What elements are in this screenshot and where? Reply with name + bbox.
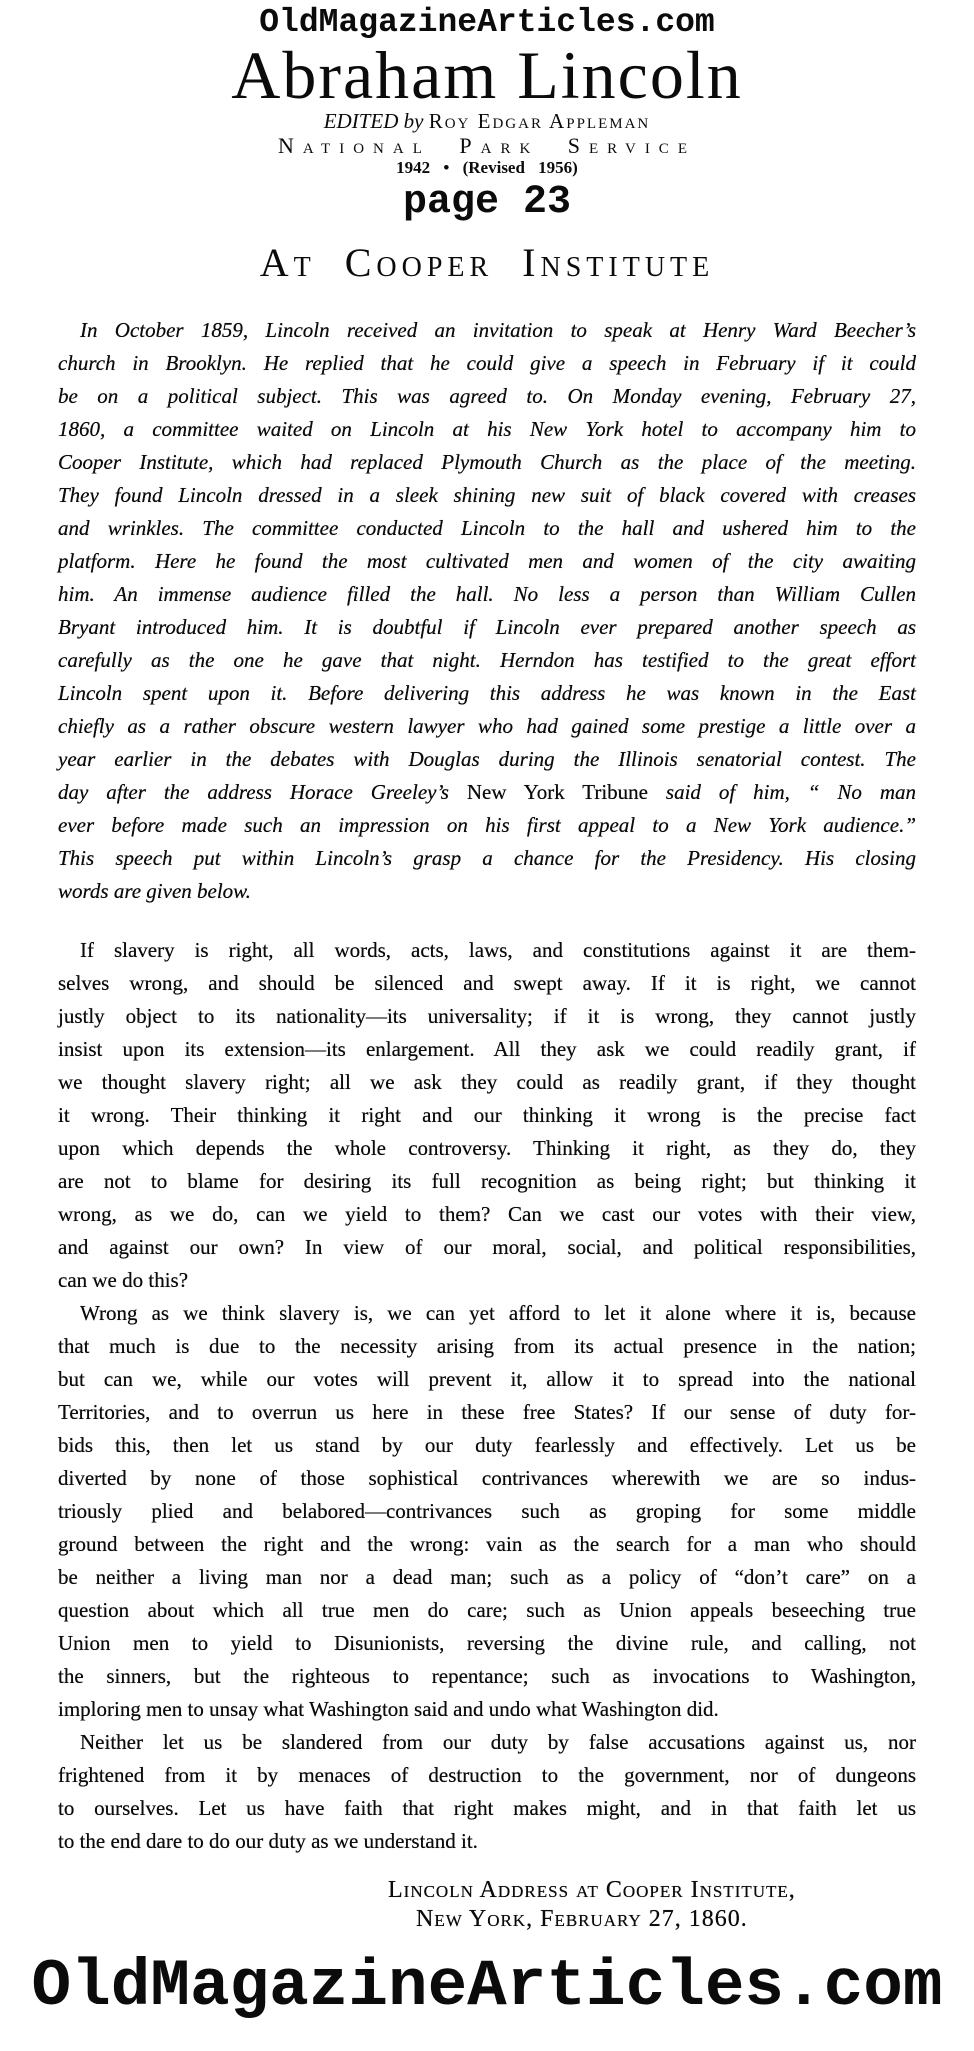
text-line: upon which depends the whole controversy. Thinking it right, as they do, they bbox=[58, 1136, 916, 1160]
text-line bbox=[58, 479, 916, 512]
agency-line: National Park Service bbox=[278, 133, 696, 158]
text-line: frightened from it by menaces of destruction to the government, nor of dungeons bbox=[58, 1763, 916, 1787]
text-line: it wrong. Their thinking it right and our thinking it wrong is the precise fact bbox=[58, 1103, 916, 1127]
text-line bbox=[58, 545, 916, 578]
italic-text-segment: words are given below. bbox=[58, 879, 251, 903]
article-title: At Cooper Institute bbox=[259, 240, 715, 285]
text-line bbox=[58, 380, 916, 413]
text-line bbox=[58, 809, 916, 842]
text-line: selves wrong, and should be silenced and swept away. If it is right, we cannot bbox=[58, 971, 916, 995]
italic-text-segment: chiefly as a rather obscure western lawyer who had gained some prestige a little over a bbox=[58, 714, 916, 738]
text-line: insist upon its extension—its enlargement. All they ask we could readily grant, if bbox=[58, 1037, 916, 1061]
text-line bbox=[58, 446, 916, 479]
text-line: to ourselves. Let us have faith that right makes might, and in that faith let us bbox=[58, 1796, 916, 1820]
text-line bbox=[58, 875, 916, 908]
roman-text-segment: New York Tribune bbox=[466, 780, 648, 804]
italic-text-segment: and wrinkles. The committee conducted Lincoln to the hall and ushered him to the bbox=[58, 516, 916, 540]
text-line: bids this, then let us stand by our duty fearlessly and effectively. Let us be bbox=[58, 1433, 916, 1457]
italic-text-segment: year earlier in the debates with Douglas during the Illinois senatorial contest. The bbox=[58, 747, 916, 771]
editor-name: Roy Edgar Appleman bbox=[428, 109, 651, 133]
text-line: be neither a living man nor a dead man; such as a policy of “don’t care” on a bbox=[58, 1565, 916, 1589]
site-name-footer: OldMagazineArticles.com bbox=[31, 1949, 943, 2024]
scanned-article-page bbox=[0, 4, 974, 2051]
italic-text-segment: said of him, “ No man bbox=[648, 780, 916, 804]
text-line: to the end dare to do our duty as we understand it. bbox=[58, 1829, 478, 1853]
text-line bbox=[58, 611, 916, 644]
text-line bbox=[58, 710, 916, 743]
text-line: imploring men to unsay what Washington said and undo what Washington did. bbox=[58, 1697, 719, 1721]
text-line: justly object to its nationality—its universality; if it is wrong, they cannot justly bbox=[58, 1004, 916, 1028]
text-line bbox=[58, 677, 916, 710]
text-line bbox=[58, 644, 916, 677]
italic-text-segment: platform. Here he found the most cultivated men and women of the city awaiting bbox=[58, 549, 916, 573]
text-line: the sinners, but the righteous to repentance; such as invocations to Washington, bbox=[58, 1664, 916, 1688]
text-line: wrong, as we do, can we yield to them? Can we cast our votes with their view, bbox=[58, 1202, 916, 1226]
book-title: Abraham Lincoln bbox=[231, 37, 743, 113]
text-line: are not to blame for desiring its full recognition as being right; but thinking it bbox=[58, 1169, 916, 1193]
text-line bbox=[58, 578, 916, 611]
speech-text bbox=[0, 934, 974, 1858]
text-line: ground between the right and the wrong: vain as the search for a man who should bbox=[58, 1532, 916, 1556]
page-number-label: page 23 bbox=[402, 180, 572, 225]
text-line: triously plied and belabored—contrivances such as groping for some middle bbox=[58, 1499, 916, 1523]
italic-text-segment: church in Brooklyn. He replied that he could give a speech in February if it could bbox=[58, 351, 916, 375]
text-line bbox=[58, 413, 916, 446]
italic-text-segment: In October 1859, Lincoln received an invitation to speak at Henry Ward Beecher’s bbox=[80, 318, 916, 342]
text-line: If slavery is right, all words, acts, laws, and constitutions against it are them- bbox=[80, 938, 916, 962]
italic-text-segment: be on a political subject. This was agreed to. On Monday evening, February 27, bbox=[58, 384, 916, 408]
italic-text-segment: They found Lincoln dressed in a sleek shining new suit of black covered with creases bbox=[58, 483, 916, 507]
italic-text-segment: ever before made such an impression on his first appeal to a New York audience.” bbox=[58, 813, 916, 837]
text-line: and against our own? In view of our moral, social, and political responsibilities, bbox=[58, 1235, 916, 1259]
text-line: question about which all true men do care; such as Union appeals beseeching true bbox=[58, 1598, 916, 1622]
text-line: we thought slavery right; all we ask they could as readily grant, if they thought bbox=[58, 1070, 916, 1094]
intro-paragraph bbox=[0, 314, 974, 908]
text-line: Neither let us be slandered from our duty by false accusations against us, nor bbox=[80, 1730, 916, 1754]
text-line bbox=[58, 743, 916, 776]
attribution-line-1: Lincoln Address at Cooper Institute, bbox=[388, 1877, 796, 1903]
italic-text-segment: Cooper Institute, which had replaced Plymouth Church as the place of the meeting. bbox=[58, 450, 916, 474]
text-line bbox=[58, 347, 916, 380]
italic-text-segment: This speech put within Lincoln’s grasp a chance for the Presidency. His closing bbox=[58, 846, 916, 870]
edited-by-prefix: EDITED by bbox=[323, 109, 424, 133]
italic-text-segment: Lincoln spent upon it. Before delivering this address he was known in the East bbox=[58, 681, 916, 705]
text-line bbox=[58, 776, 916, 809]
italic-text-segment: 1860, a committee waited on Lincoln at his New York hotel to accompany him to bbox=[58, 417, 916, 441]
text-line bbox=[58, 512, 916, 545]
italic-text-segment: day after the address Horace Greeley’s bbox=[58, 780, 467, 804]
text-line bbox=[58, 314, 916, 347]
text-line: can we do this? bbox=[58, 1268, 189, 1292]
text-line: Union men to yield to Disunionists, reversing the divine rule, and calling, not bbox=[58, 1631, 916, 1655]
italic-text-segment: him. An immense audience filled the hall. No less a person than William Cullen bbox=[58, 582, 916, 606]
attribution-line-2: New York, February 27, 1860. bbox=[416, 1906, 748, 1932]
text-line: diverted by none of those sophistical contrivances wherewith we are so indus- bbox=[58, 1466, 916, 1490]
text-line: but can we, while our votes will prevent it, allow it to spread into the national bbox=[58, 1367, 916, 1391]
edited-by-line bbox=[0, 108, 974, 134]
publication-dateline: 1942 • (Revised 1956) bbox=[396, 158, 578, 177]
text-line: Wrong as we think slavery is, we can yet afford to let it alone where it is, because bbox=[80, 1301, 916, 1325]
italic-text-segment: carefully as the one he gave that night. Herndon has testified to the great effort bbox=[58, 648, 916, 672]
site-name-header: OldMagazineArticles.com bbox=[259, 4, 715, 41]
text-line bbox=[58, 842, 916, 875]
text-line: Territories, and to overrun us here in these free States? If our sense of duty for- bbox=[58, 1400, 916, 1424]
italic-text-segment: Bryant introduced him. It is doubtful if Lincoln ever prepared another speech as bbox=[58, 615, 916, 639]
text-line: that much is due to the necessity arising from its actual presence in the nation; bbox=[58, 1334, 916, 1358]
attribution-block bbox=[388, 1876, 974, 1934]
